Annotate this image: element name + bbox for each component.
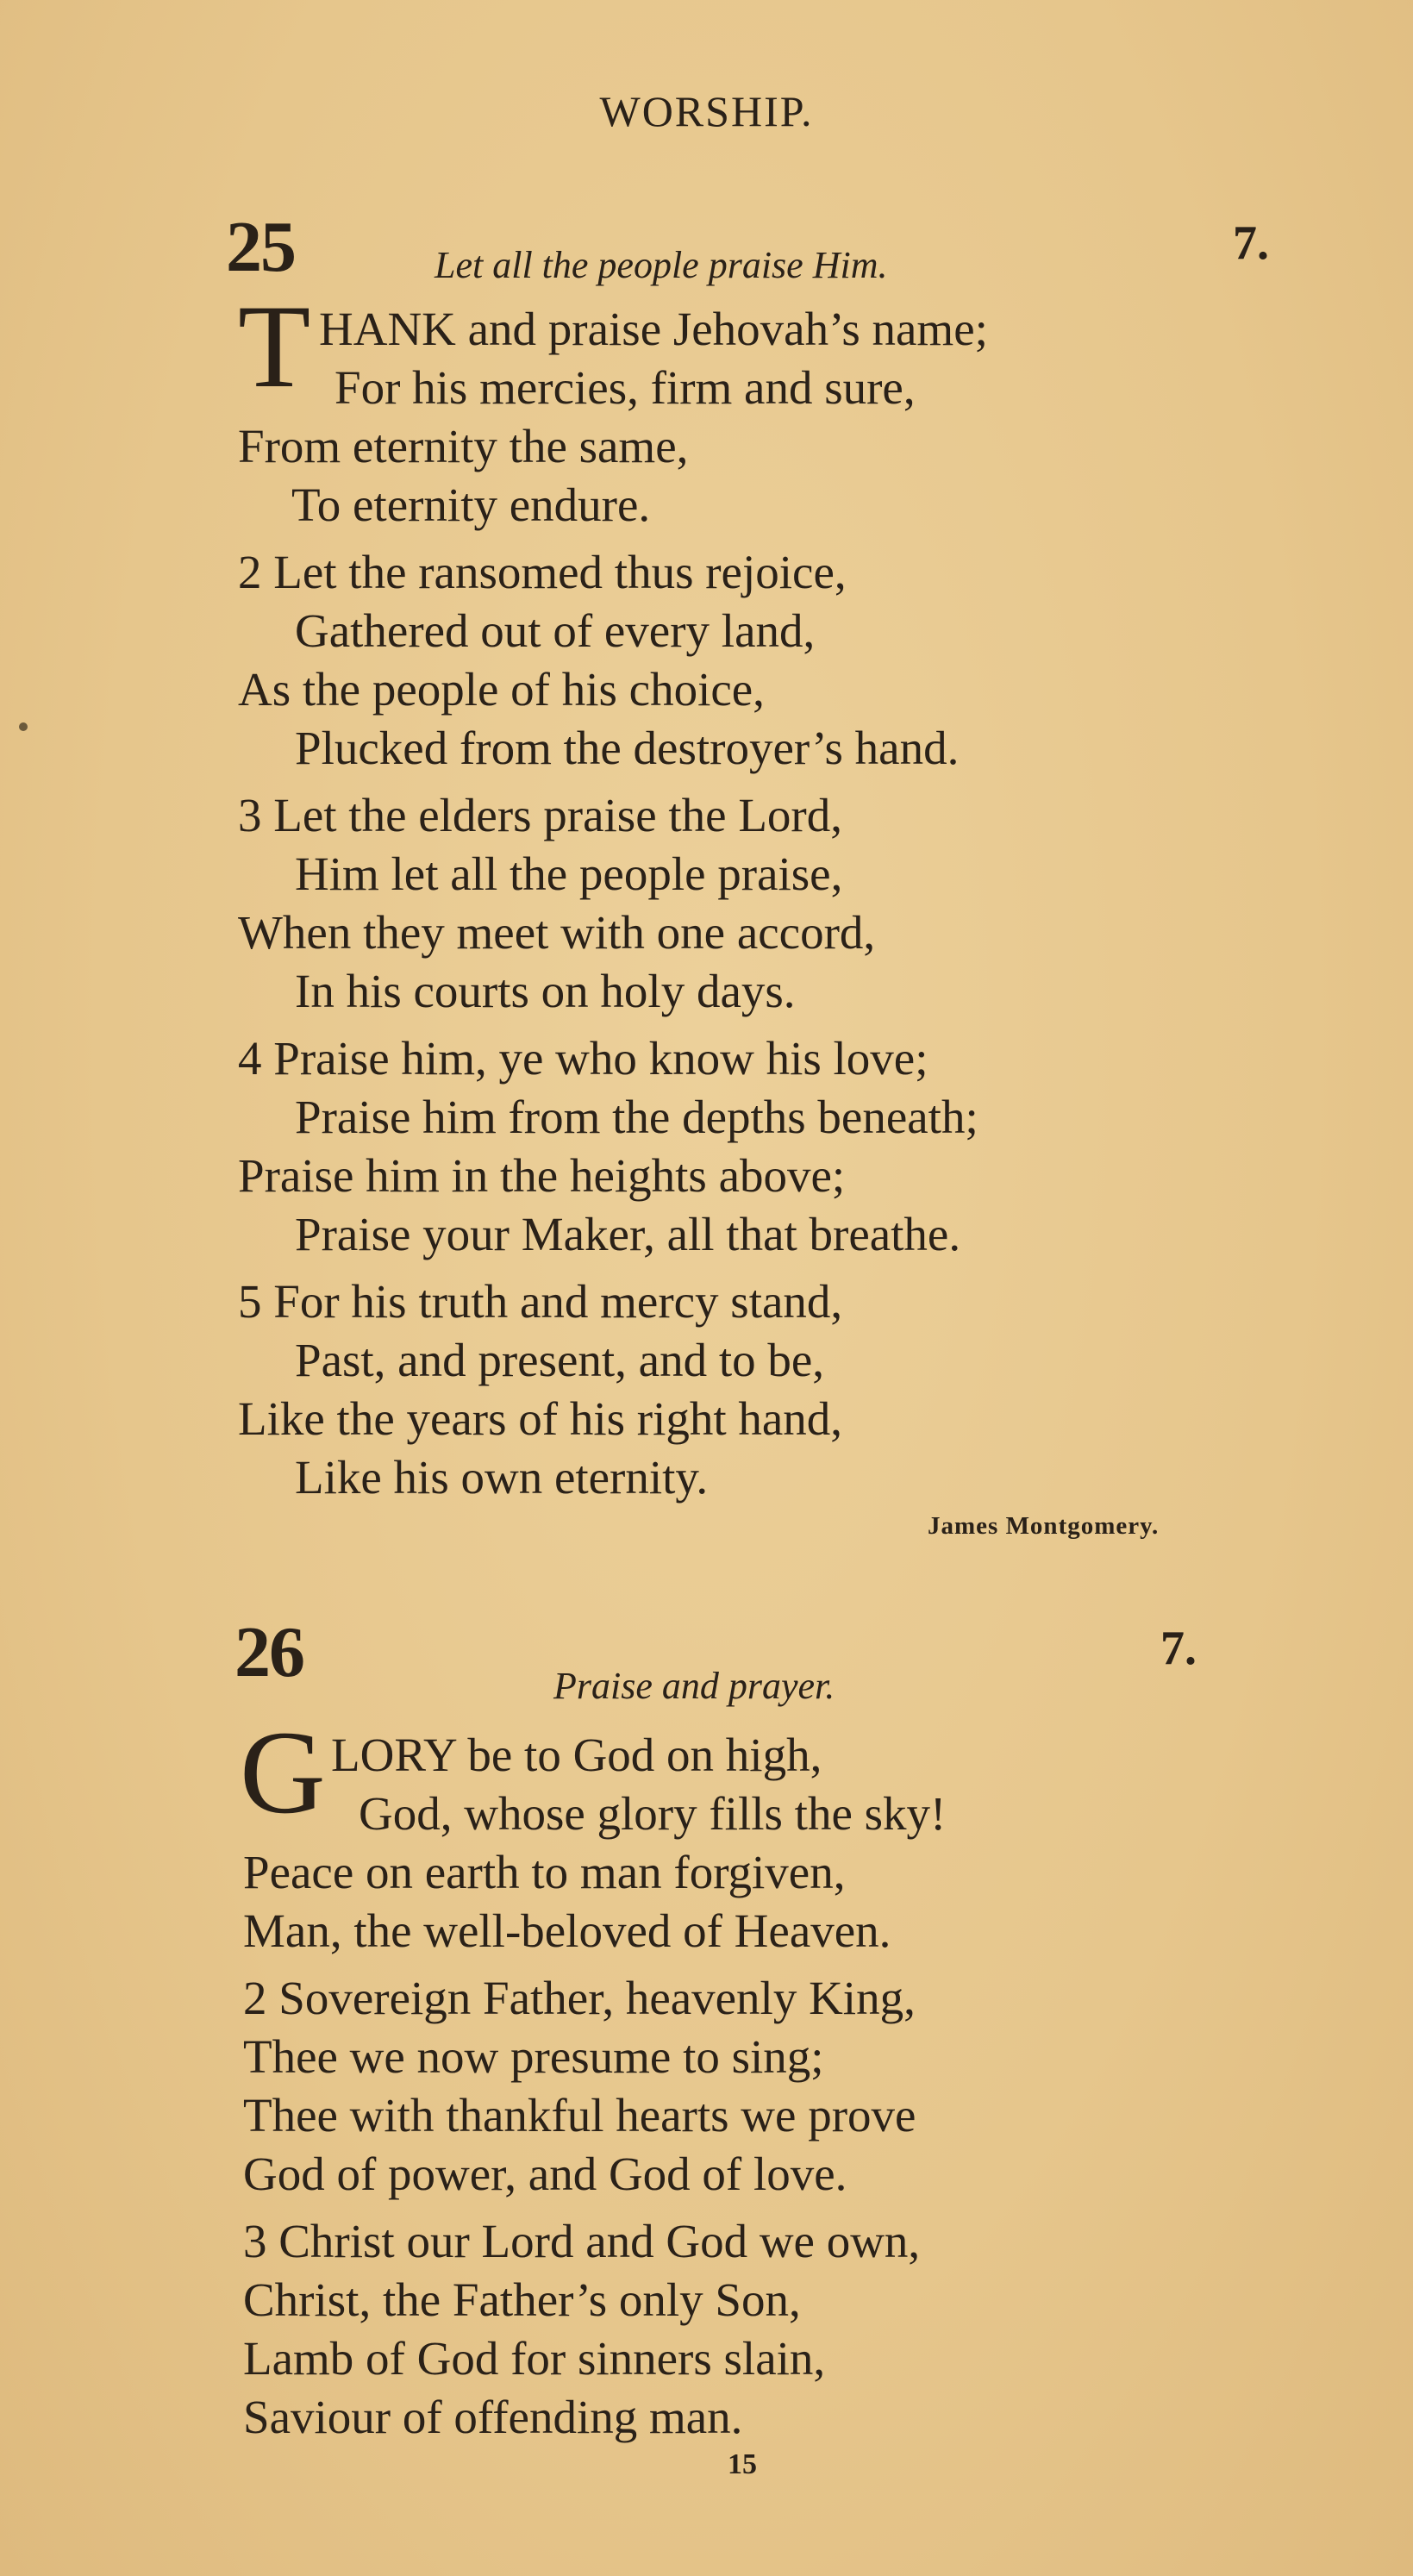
- hymn-number: 26: [234, 1612, 303, 1692]
- hymn-line: 5 For his truth and mercy stand,: [238, 1275, 843, 1328]
- hymn-meter: 7.: [1233, 216, 1269, 270]
- hymn-line: Man, the well-beloved of Heaven.: [243, 1904, 891, 1957]
- hymn-line: Thee with thankful hearts we prove: [243, 2089, 916, 2141]
- hymn-line: LORY be to God on high,: [331, 1729, 822, 1781]
- hymn-meter: 7.: [1160, 1622, 1197, 1675]
- hymn-line: Praise your Maker, all that breathe.: [295, 1208, 961, 1260]
- drop-cap: G: [240, 1706, 326, 1838]
- hymn-line: In his courts on holy days.: [295, 965, 796, 1017]
- paper-speck: [19, 722, 28, 731]
- hymn-line: To eternity endure.: [291, 478, 651, 531]
- hymn-line: As the people of his choice,: [238, 663, 765, 716]
- hymn-line: Peace on earth to man forgiven,: [243, 1846, 846, 1898]
- hymn-line: Plucked from the destroyer’s hand.: [295, 722, 960, 774]
- hymn-line: God, whose glory fills the sky!: [359, 1787, 947, 1840]
- hymn-line: 2 Sovereign Father, heavenly King,: [243, 1972, 916, 2024]
- hymn-line: For his mercies, firm and sure,: [334, 361, 916, 414]
- hymn-line: Past, and present, and to be,: [295, 1334, 825, 1386]
- hymn-line: Praise him from the depths beneath;: [295, 1091, 978, 1143]
- page-number: 15: [728, 2448, 757, 2480]
- hymn-line: 3 Let the elders praise the Lord,: [238, 789, 842, 841]
- hymn-line: Praise him in the heights above;: [238, 1149, 846, 1202]
- hymn-line: Lamb of God for sinners slain,: [243, 2332, 826, 2385]
- hymn-subtitle: Praise and prayer.: [553, 1665, 835, 1707]
- hymn-line: Saviour of offending man.: [243, 2391, 743, 2443]
- hymn-line: HANK and praise Jehovah’s name;: [319, 303, 988, 355]
- hymn-line: Like the years of his right hand,: [238, 1392, 843, 1445]
- hymn-subtitle: Let all the people praise Him.: [435, 244, 888, 286]
- hymn-line: 2 Let the ransomed thus rejoice,: [238, 546, 847, 598]
- hymn-line: 3 Christ our Lord and God we own,: [243, 2215, 921, 2267]
- page-header: WORSHIP.: [599, 87, 814, 135]
- hymn-line: Thee we now presume to sing;: [243, 2030, 824, 2083]
- hymn-line: Gathered out of every land,: [295, 604, 816, 657]
- hymn-number: 25: [226, 207, 295, 287]
- hymn-line: God of power, and God of love.: [243, 2148, 847, 2200]
- hymn-author: James Montgomery.: [928, 1512, 1160, 1540]
- hymn-line: When they meet with one accord,: [238, 906, 876, 959]
- hymn-line: From eternity the same,: [238, 420, 689, 472]
- drop-cap: T: [238, 280, 311, 412]
- hymn-line: Him let all the people praise,: [295, 847, 843, 900]
- hymn-line: 4 Praise him, ye who know his love;: [238, 1032, 928, 1085]
- hymn-line: Like his own eternity.: [295, 1451, 709, 1504]
- hymn-line: Christ, the Father’s only Son,: [243, 2273, 801, 2326]
